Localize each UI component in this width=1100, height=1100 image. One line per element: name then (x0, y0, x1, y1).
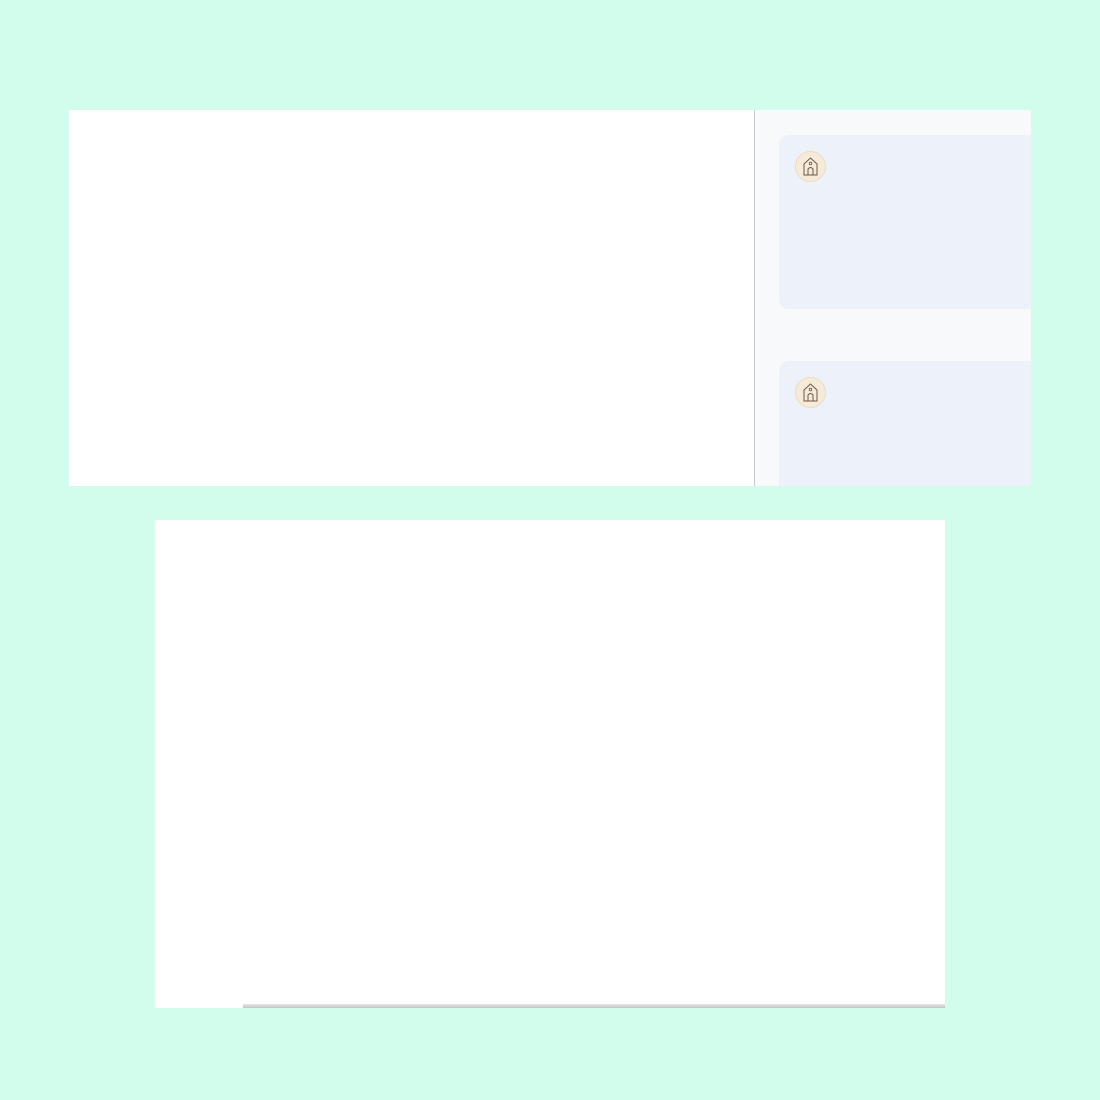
top-screenshot (69, 110, 1031, 486)
comments-panel (755, 110, 1031, 486)
house-logo-icon (802, 383, 819, 402)
comment-card[interactable] (779, 361, 1031, 486)
comment-card[interactable] (779, 135, 1031, 309)
avatar (795, 377, 826, 408)
avatar (795, 151, 826, 182)
page-edge (243, 1004, 945, 1008)
house-logo-icon (802, 157, 819, 176)
document-page-top (69, 110, 754, 486)
bottom-screenshot (155, 520, 945, 1008)
